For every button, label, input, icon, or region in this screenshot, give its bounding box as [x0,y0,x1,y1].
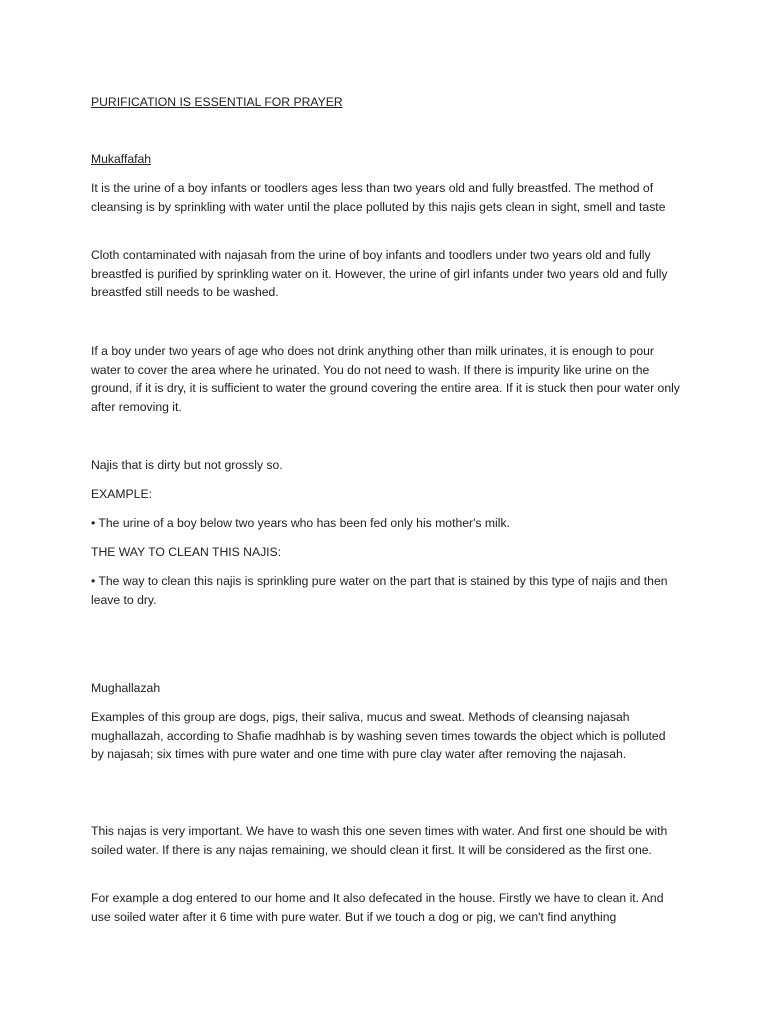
paragraph: Najis that is dirty but not grossly so. [91,458,283,472]
paragraph: It is the urine of a boy infants or toodlers ages less than two years old and fully breastfed. The method of cleansing is by sprinkling with water until the place polluted by this najis gets clean in sight, smell and taste [91,181,666,214]
paragraph: If a boy under two years of age who does not drink anything other than milk urinates, it is enough to pour water to cover the area where he urinated. You do not need to wash. If there is impurity like urine on the ground, if it is dry, it is sufficient to water the ground covering the entire area. If it is stuck then pour water only after removing it. [91,344,680,414]
paragraph: For example a dog entered to our home and It also defecated in the house. Firstly we have to clean it. And use soiled water after it 6 time with pure water. But if we touch a dog or pig, we can't find anything [91,891,664,924]
paragraph: Cloth contaminated with najasah from the urine of boy infants and toodlers under two years old and fully breastfed is purified by sprinkling water on it. However, the urine of girl infants under two years old and fully breastfed still needs to be washed. [91,248,668,300]
bullet-item: • The urine of a boy below two years who has been fed only his mother's milk. [91,516,510,530]
bullet-item: • The way to clean this najis is sprinkling pure water on the part that is stained by this type of najis and then leave to dry. [91,574,668,607]
document-title: PURIFICATION IS ESSENTIAL FOR PRAYER [91,95,343,109]
paragraph: This najas is very important. We have to wash this one seven times with water. And first one should be with soiled water. If there is any najas remaining, we should clean it first. It will be considered as the first one. [91,824,668,857]
section-heading-mukaffafah: Mukaffafah [91,152,152,166]
section-heading-mughallazah: Mughallazah [91,681,161,695]
paragraph: Examples of this group are dogs, pigs, their saliva, mucus and sweat. Methods of cleansing najasah mughallazah, according to Shafie madhhab is by washing seven times towards the object which is polluted by najasah; six times with pure water and one time with pure clay water after removing the najasah. [91,710,666,762]
example-label: EXAMPLE: [91,487,152,501]
way-label: THE WAY TO CLEAN THIS NAJIS: [91,545,282,559]
